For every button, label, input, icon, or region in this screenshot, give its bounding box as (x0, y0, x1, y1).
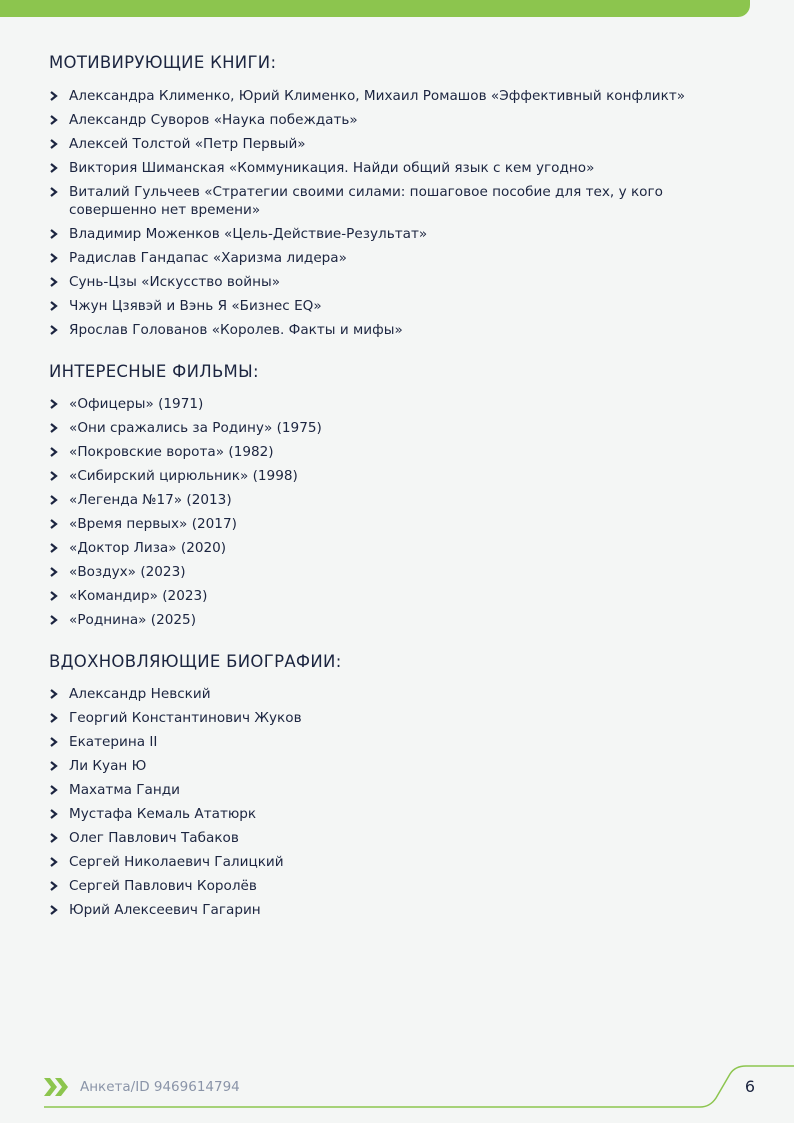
list-item (49, 805, 749, 823)
section-biographies (49, 652, 749, 925)
chevron-right-icon (49, 91, 59, 101)
chevron-right-icon (49, 495, 59, 505)
list-item (49, 733, 749, 751)
list-item-text: «Доктор Лиза» (2020) (69, 540, 227, 556)
list-item (49, 853, 749, 871)
biographies-list (49, 685, 749, 919)
list-item-text: Сергей Николаевич Галицкий (69, 854, 284, 870)
list-item (49, 611, 749, 629)
list-item-text: «Легенда №17» (2013) (69, 492, 232, 508)
list-item (49, 395, 749, 413)
list-item (49, 901, 749, 919)
chevron-right-icon (49, 809, 59, 819)
chevron-right-icon (49, 833, 59, 843)
chevron-right-icon (49, 229, 59, 239)
list-item-text: Георгий Константинович Жуков (69, 710, 302, 726)
section-books (49, 53, 749, 345)
list-item (49, 249, 749, 267)
chevron-right-icon (49, 785, 59, 795)
list-item-text: Сергей Павлович Королёв (69, 878, 257, 894)
list-item-text: «Покровские ворота» (1982) (69, 444, 274, 460)
list-item-text: «Время первых» (2017) (69, 516, 237, 532)
chevron-right-icon (49, 115, 59, 125)
list-item-text: Олег Павлович Табаков (69, 830, 239, 846)
chevron-right-icon (49, 591, 59, 601)
list-item-text: Владимир Моженков «Цель-Действие-Результат» (69, 226, 428, 242)
chevron-right-icon (49, 187, 59, 197)
list-item-text: Ли Куан Ю (69, 758, 147, 774)
list-item (49, 321, 749, 339)
list-item (49, 491, 749, 509)
list-item (49, 87, 749, 105)
page-number: 6 (744, 1077, 756, 1096)
list-item (49, 443, 749, 461)
list-item-text: «Они сражались за Родину» (1975) (69, 420, 322, 436)
section-title-films: ИНТЕРЕСНЫЕ ФИЛЬМЫ: (49, 362, 259, 381)
list-item (49, 515, 749, 533)
chevron-right-icon (49, 881, 59, 891)
chevron-right-icon (49, 447, 59, 457)
list-item (49, 135, 749, 153)
list-item-text: «Офицеры» (1971) (69, 396, 204, 412)
list-item-text: Махатма Ганди (69, 782, 181, 798)
films-list (49, 395, 749, 629)
list-item-text: Радислав Гандапас «Харизма лидера» (69, 250, 347, 266)
list-item (49, 829, 749, 847)
section-title-biographies: ВДОХНОВЛЯЮЩИЕ БИОГРАФИИ: (49, 652, 342, 671)
list-item (49, 297, 749, 315)
chevron-right-icon (49, 713, 59, 723)
list-item-text: Чжун Цзявэй и Вэнь Я «Бизнес EQ» (69, 298, 322, 314)
list-item-text: «Роднина» (2025) (69, 612, 197, 628)
chevron-right-icon (49, 737, 59, 747)
list-item-text: Юрий Алексеевич Гагарин (69, 902, 261, 918)
list-item (49, 111, 749, 129)
list-item-text: Екатерина II (69, 734, 158, 750)
list-item-text: «Воздух» (2023) (69, 564, 186, 580)
list-item-text: «Сибирский цирюльник» (1998) (69, 468, 298, 484)
chevron-right-icon (49, 253, 59, 263)
chevron-right-icon (49, 277, 59, 287)
list-item-text: Ярослав Голованов «Королев. Факты и мифы» (69, 322, 403, 338)
list-item (49, 781, 749, 799)
chevron-right-icon (49, 301, 59, 311)
list-item-text: Александр Суворов «Наука побеждать» (69, 112, 358, 128)
chevron-right-icon (49, 163, 59, 173)
chevron-right-icon (49, 325, 59, 335)
list-item-text: Мустафа Кемаль Ататюрк (69, 806, 257, 822)
chevron-right-icon (49, 567, 59, 577)
list-item (49, 563, 749, 581)
chevron-right-icon (49, 761, 59, 771)
list-item-text: Сунь-Цзы «Искусство войны» (69, 274, 281, 290)
list-item (49, 467, 749, 485)
list-item (49, 877, 749, 895)
chevron-right-icon (49, 423, 59, 433)
top-accent-bar (0, 0, 750, 17)
double-chevron-icon (44, 1078, 70, 1096)
list-item (49, 539, 749, 557)
list-item-text: Александра Клименко, Юрий Клименко, Михаил Ромашов «Эффективный конфликт» (69, 88, 686, 104)
list-item-text: «Командир» (2023) (69, 588, 208, 604)
list-item (49, 273, 749, 291)
section-title-books: МОТИВИРУЮЩИЕ КНИГИ: (49, 53, 277, 72)
list-item-text: Виктория Шиманская «Коммуникация. Найди общий язык с кем угодно» (69, 160, 595, 176)
chevron-right-icon (49, 471, 59, 481)
chevron-right-icon (49, 615, 59, 625)
chevron-right-icon (49, 543, 59, 553)
list-item (49, 225, 749, 243)
chevron-right-icon (49, 519, 59, 529)
list-item (49, 183, 749, 219)
chevron-right-icon (49, 857, 59, 867)
section-films (49, 362, 749, 635)
list-item (49, 159, 749, 177)
chevron-right-icon (49, 139, 59, 149)
list-item (49, 419, 749, 437)
list-item (49, 685, 749, 703)
list-item (49, 587, 749, 605)
chevron-right-icon (49, 689, 59, 699)
list-item-text: Александр Невский (69, 686, 211, 702)
list-item-text: Виталий Гульчеев «Стратегии своими силами: пошаговое пособие для тех, у кого совершенно нет времени» (69, 184, 663, 218)
list-item (49, 709, 749, 727)
chevron-right-icon (49, 399, 59, 409)
list-item (49, 757, 749, 775)
footer-document-id: Анкета/ID 9469614794 (80, 1079, 240, 1095)
chevron-right-icon (49, 905, 59, 915)
books-list (49, 87, 749, 339)
list-item-text: Алексей Толстой «Петр Первый» (69, 136, 306, 152)
